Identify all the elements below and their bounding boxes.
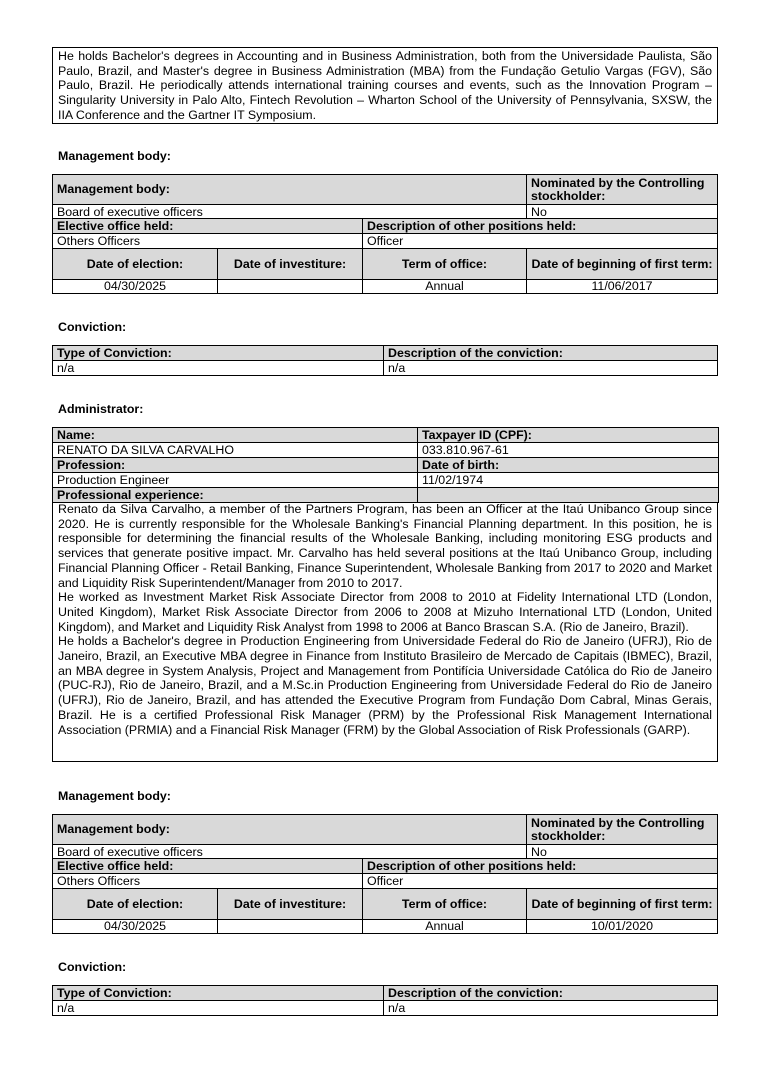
nominated-label-2: Nominated by the Controlling stockholder: [527, 815, 718, 845]
date-investiture-label-2: Date of investiture: [218, 889, 363, 920]
conviction-table [52, 345, 718, 376]
conviction-type-value: n/a [53, 361, 384, 376]
experience-paragraph-3: He holds a Bachelor's degree in Production Engineering from Universidade Federal do Rio de Janeiro (UFRJ), Rio de Janeiro, Brazil, an Executive MBA degree in Finance from Instituto Brasileiro de Mercado de Capitais (IBMEC), Brazil, an MBA degree in System Analysis, Project and Management from Pontifícia Universidade Católica do Rio de Janeiro (PUC-RJ), Rio de Janeiro, Brazil, and a M.Sc.in Production Engineering from Universidade Federal do Rio de Janeiro (UFRJ), Rio de Janeiro, Brazil, and has attended the Executive Program from Fundação Dom Cabral, Minas Gerais, Brazil. He is a certified Professional Risk Manager (PRM) by the Professional Risk Management International Association (PRMIA) and a Financial Risk Manager (FRM) by the Global Association of Risk Professionals (GARP). [58, 634, 712, 737]
date-first-term-value-2: 10/01/2020 [527, 920, 718, 934]
date-election-label: Date of election: [53, 249, 218, 280]
management-body-table [52, 174, 718, 220]
experience-paragraph-2: He worked as Investment Market Risk Associate Director from 2008 to 2010 at Fidelity International LTD (London, United Kingdom), Market Risk Associate Director from 2006 to 2008 at Mizuho International LTD (London, United Kingdom), and Market and Liquidity Risk Analyst from 1998 to 2006 at Banco Brascan S.A. (Rio de Janeiro, Brazil). [58, 590, 712, 634]
conviction-heading-2: Conviction: [58, 960, 127, 974]
profession-label: Profession: [53, 458, 418, 473]
taxpayer-id-label: Taxpayer ID (CPF): [418, 428, 719, 443]
other-positions-value: Officer [363, 234, 718, 249]
conviction-desc-value: n/a [384, 361, 718, 376]
elective-office-label: Elective office held: [53, 219, 363, 234]
term-office-label-2: Term of office: [363, 889, 527, 920]
experience-paragraph-1: Renato da Silva Carvalho, a member of the Partners Program, has been an Officer at the Itaú Unibanco Group since 2020. He is currently responsible for the Wholesale Banking's Financial Planning department. In this position, he is responsible for determining the financial results of the Wholesale Banking, including monitoring ESG products and services that generate positive impact. Mr. Carvalho has held several positions at the Itaú Unibanco Group, including Financial Planning Officer - Retail Banking, Finance Superintendent, Wholesale Banking from 2017 to 2020 and Market and Liquidity Risk Superintendent/Manager from 2010 to 2017. [58, 502, 712, 590]
term-office-label: Term of office: [363, 249, 527, 280]
name-value: RENATO DA SILVA CARVALHO [53, 443, 418, 458]
elective-office-value: Others Officers [53, 234, 363, 249]
conviction-table-2 [52, 985, 718, 1016]
administrator-heading: Administrator: [58, 402, 144, 416]
previous-experience-text: He holds Bachelor's degrees in Accounting and in Business Administration, both from the Universidade Paulista, São Paulo, Brazil, and Master's degree in Business Administration (MBA) from the Fundação Getulio Vargas (FGV), São Paulo, Brazil. He periodically attends international training courses and events, such as the Innovation Program – Singularity University in Palo Alto, Fintech Revolution – Wharton School of the University of Pennsylvania, SXSW, the IIA Conference and the Gartner IT Symposium. [58, 49, 712, 122]
conviction-desc-label-2: Description of the conviction: [384, 986, 718, 1001]
nominated-value: No [527, 205, 718, 220]
date-first-term-label-2: Date of beginning of first term: [527, 889, 718, 920]
nominated-value-2: No [527, 845, 718, 860]
date-first-term-value: 11/06/2017 [527, 280, 718, 294]
date-election-label-2: Date of election: [53, 889, 218, 920]
term-table-2 [52, 888, 718, 934]
other-positions-label-2: Description of other positions held: [363, 859, 718, 874]
date-election-value: 04/30/2025 [53, 280, 218, 294]
date-election-value-2: 04/30/2025 [53, 920, 218, 934]
other-positions-label: Description of other positions held: [363, 219, 718, 234]
office-table [52, 218, 718, 249]
administrator-table [52, 427, 719, 503]
management-body-value-2: Board of executive officers [53, 845, 527, 860]
management-body-label: Management body: [53, 175, 527, 205]
conviction-heading: Conviction: [58, 320, 127, 334]
conviction-type-value-2: n/a [53, 1001, 384, 1016]
experience-label: Professional experience: [53, 488, 418, 503]
elective-office-value-2: Others Officers [53, 874, 363, 889]
nominated-label: Nominated by the Controlling stockholder: [527, 175, 718, 205]
experience-label-filler [418, 488, 719, 503]
management-body-value: Board of executive officers [53, 205, 527, 220]
name-label: Name: [53, 428, 418, 443]
date-investiture-value-2 [218, 920, 363, 934]
term-office-value-2: Annual [363, 920, 527, 934]
term-table [52, 248, 718, 294]
conviction-type-label-2: Type of Conviction: [53, 986, 384, 1001]
term-office-value: Annual [363, 280, 527, 294]
management-body-heading-2: Management body: [58, 789, 171, 803]
other-positions-value-2: Officer [363, 874, 718, 889]
date-first-term-label: Date of beginning of first term: [527, 249, 718, 280]
management-body-heading: Management body: [58, 149, 171, 163]
management-body-label-2: Management body: [53, 815, 527, 845]
date-investiture-value [218, 280, 363, 294]
profession-value: Production Engineer [53, 473, 418, 488]
conviction-type-label: Type of Conviction: [53, 346, 384, 361]
conviction-desc-value-2: n/a [384, 1001, 718, 1016]
elective-office-label-2: Elective office held: [53, 859, 363, 874]
date-birth-label: Date of birth: [418, 458, 719, 473]
date-investiture-label: Date of investiture: [218, 249, 363, 280]
taxpayer-id-value: 033.810.967-61 [418, 443, 719, 458]
management-body-table-2 [52, 814, 718, 860]
conviction-desc-label: Description of the conviction: [384, 346, 718, 361]
date-birth-value: 11/02/1974 [418, 473, 719, 488]
previous-experience-box [52, 47, 718, 124]
experience-box [52, 502, 718, 762]
office-table-2 [52, 858, 718, 889]
